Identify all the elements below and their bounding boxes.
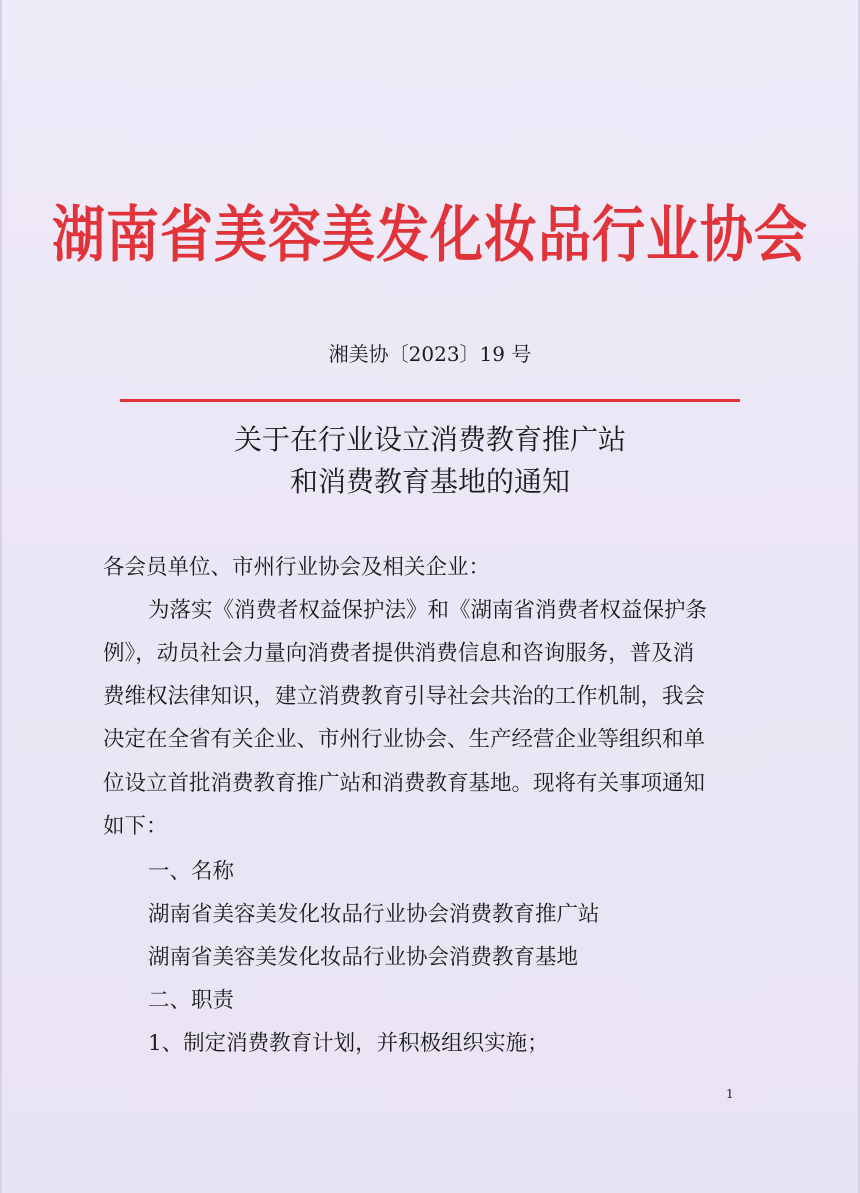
section-item: 湖南省美容美发化妆品行业协会消费教育推广站 (148, 902, 600, 927)
paragraph-line: 例》，动员社会力量向消费者提供消费信息和咨询服务，普及消 (103, 641, 695, 666)
paragraph-line: 如下： (103, 814, 168, 839)
document-title-line-1: 关于在行业设立消费教育推广站 (233, 423, 626, 456)
paragraph-line: 决定在全省有关企业、市州行业协会、生产经营企业等组织和单 (103, 727, 706, 752)
scan-edge-left (0, 0, 2, 1193)
paragraph-line: 位设立首批消费教育推广站和消费教育基地。现将有关事项通知 (103, 771, 706, 796)
paragraph-line: 为落实《消费者权益保护法》和《湖南省消费者权益保护条 (148, 598, 708, 623)
paragraph-line: 费维权法律知识，建立消费教育引导社会共治的工作机制，我会 (103, 684, 706, 709)
section-heading-name: 一、名称 (148, 859, 235, 884)
document-number: 湘美协〔2023〕19 号 (328, 342, 532, 366)
section-heading-duties: 二、职责 (148, 988, 235, 1013)
section-item: 1、制定消费教育计划，并积极组织实施； (148, 1031, 549, 1056)
organization-header: 湖南省美容美发化妆品行业协会 (52, 199, 808, 271)
salutation: 各会员单位、市州行业协会及相关企业： (103, 555, 491, 580)
document-title-line-2: 和消费教育基地的通知 (289, 465, 570, 498)
page-number: 1 (726, 1087, 734, 1101)
header-divider (120, 399, 740, 402)
section-item: 湖南省美容美发化妆品行业协会消费教育基地 (148, 945, 579, 970)
